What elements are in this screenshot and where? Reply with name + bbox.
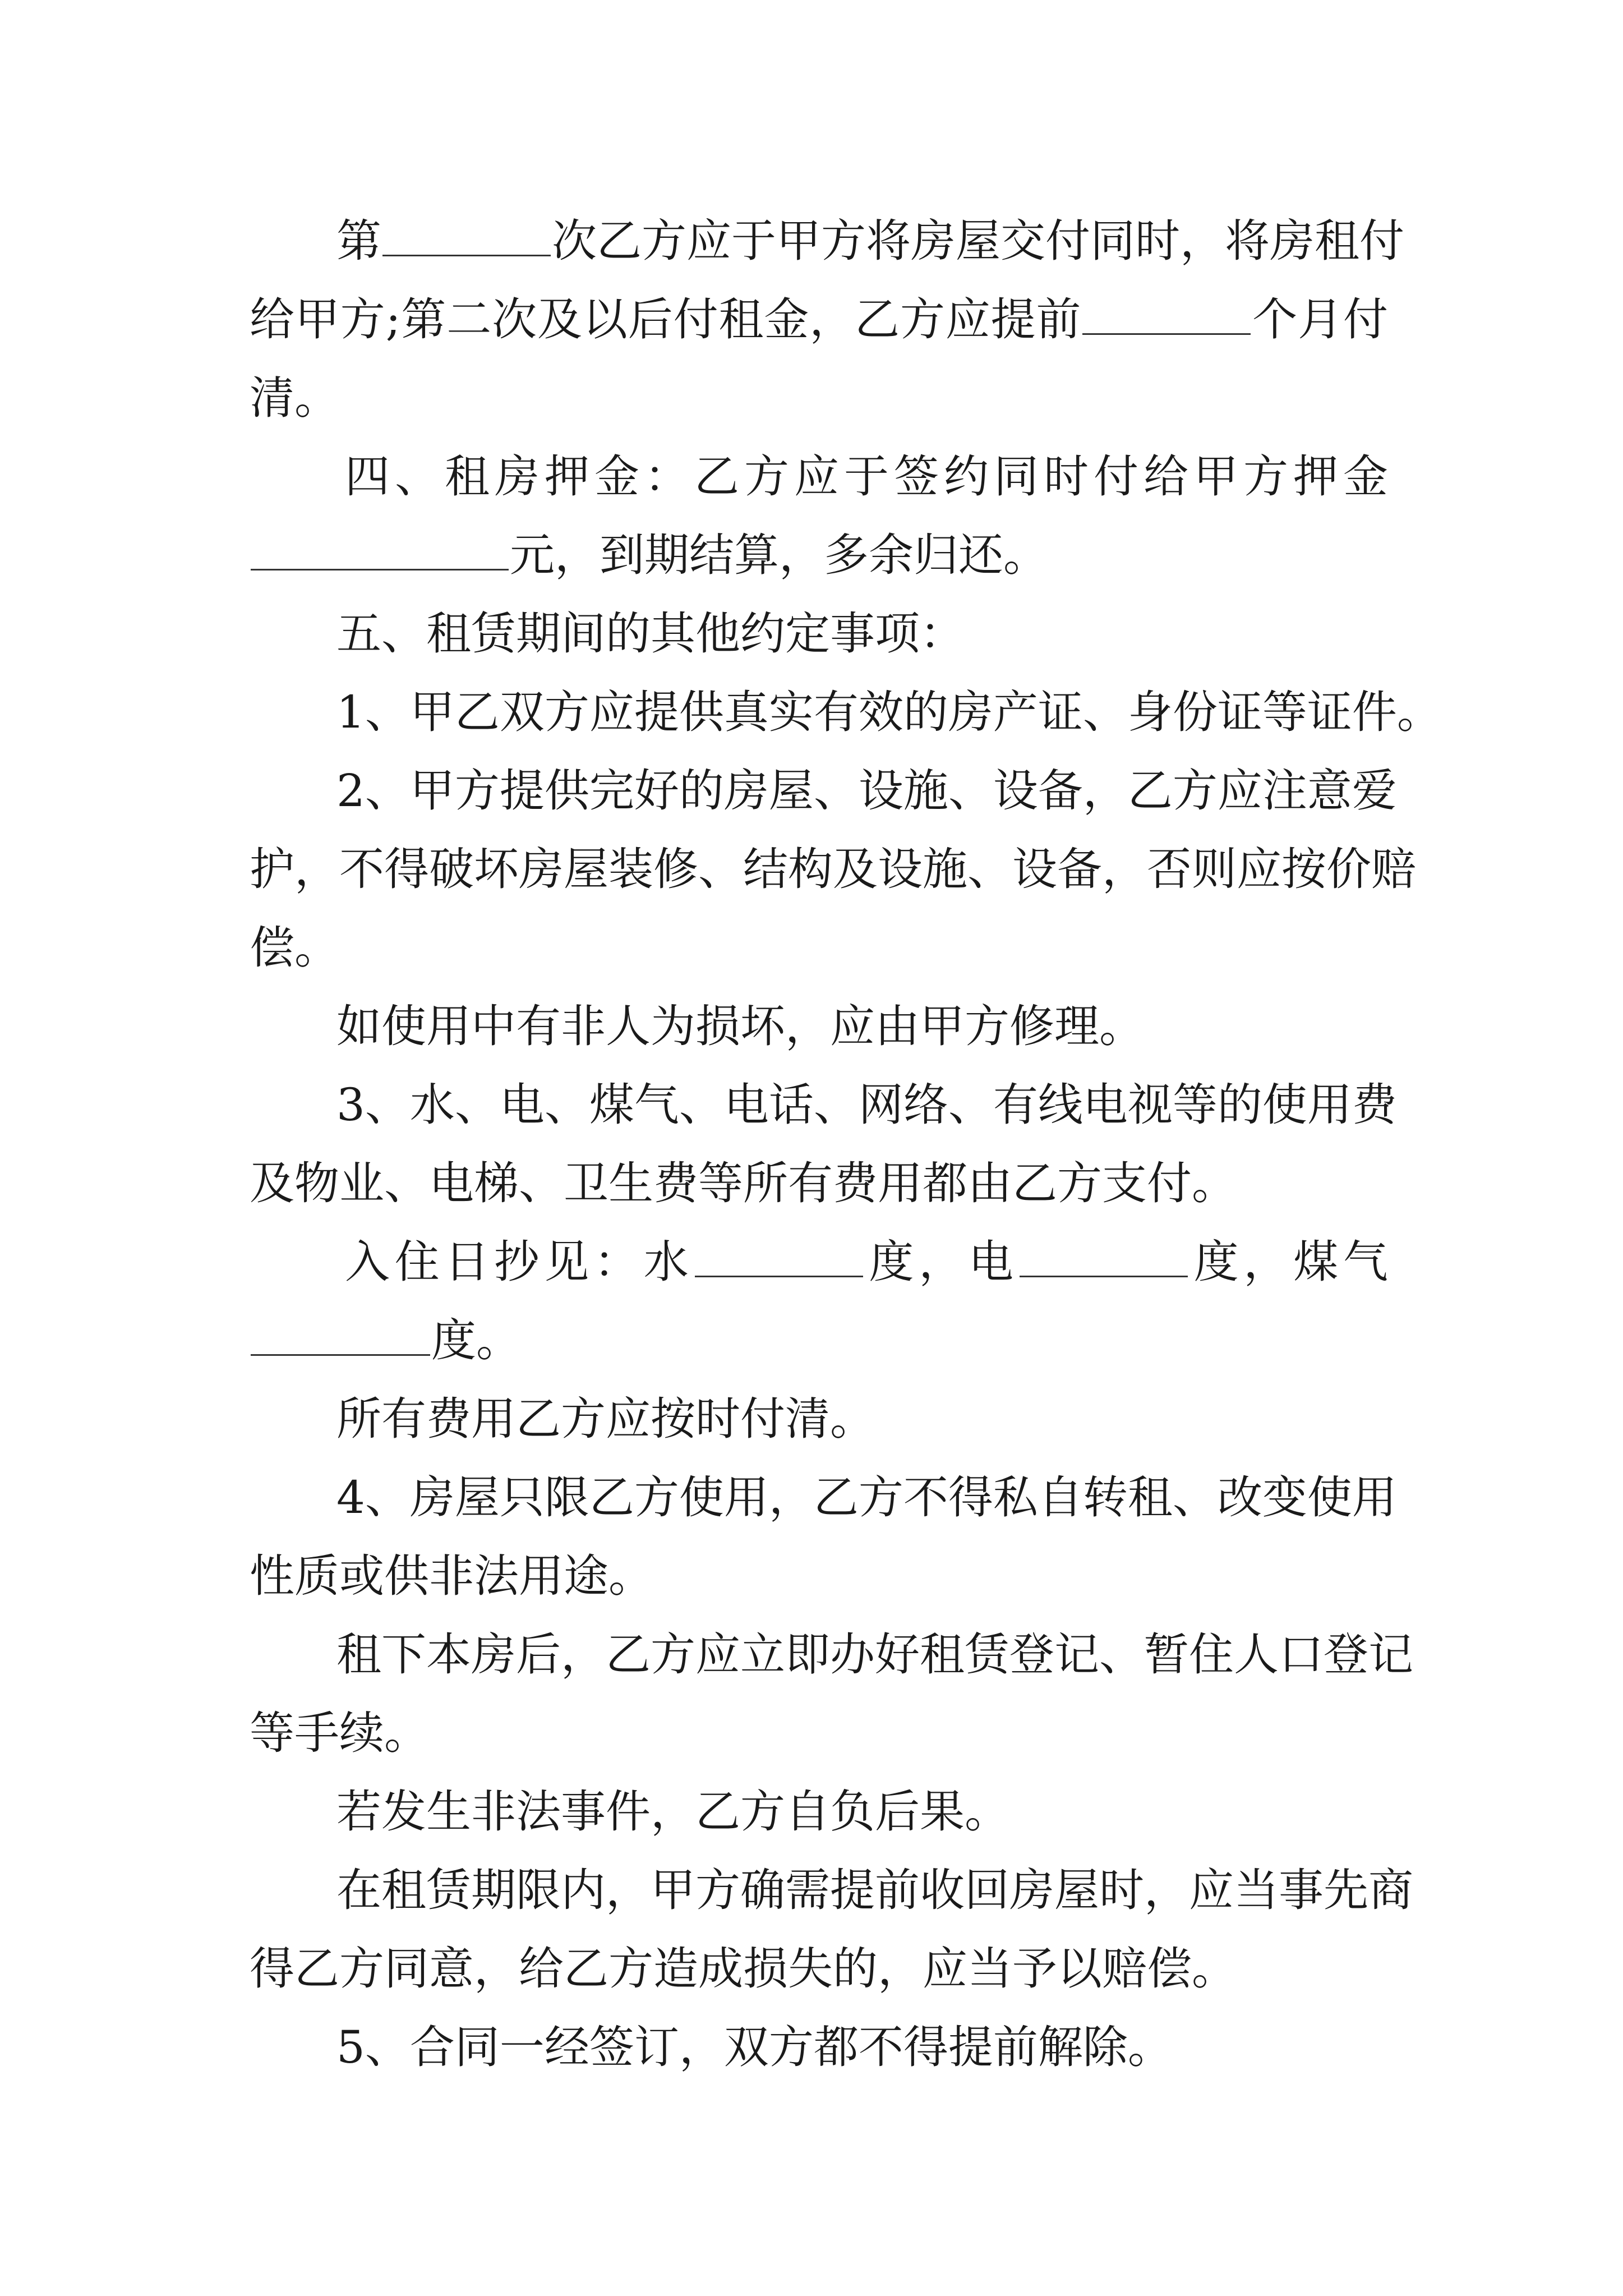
paragraph-line-18: 性质或供非法用途。 [250,1550,653,1602]
line-text: 第 [336,215,381,267]
paragraph-line-6: 五、租赁期间的其他约定事项： [336,608,965,660]
paragraph-line-16: 所有费用乙方应按时付清。 [336,1393,875,1445]
paragraph-line-21: 若发生非法事件，乙方自负后果。 [336,1786,1009,1838]
paragraph-line-8: 2、甲方提供完好的房屋、设施、设备，乙方应注意爱 [336,765,1397,817]
paragraph-line-23: 得乙方同意，给乙方造成损失的，应当予以赔偿。 [250,1943,1237,1995]
line-text: 度。 [431,1314,521,1366]
fill-in-blank[interactable] [1082,291,1251,335]
paragraph-line-10: 偿。 [250,922,339,974]
paragraph-line-11: 如使用中有非人为损坏，应由甲方修理。 [336,1000,1144,1052]
fill-in-blank[interactable] [382,212,551,256]
fill-in-blank[interactable] [251,526,509,570]
paragraph-line-20: 等手续。 [250,1707,429,1759]
paragraph-line-22: 在租赁期限内，甲方确需提前收回房屋时，应当事先商 [336,1864,1413,1916]
line-text: 度，煤气 [1188,1236,1389,1288]
paragraph-line-19: 租下本房后，乙方应立即办好租赁登记、暂住人口登记 [336,1628,1413,1681]
fill-in-blank[interactable] [1020,1233,1188,1277]
paragraph-line-24: 5、合同一经签订，双方都不得提前解除。 [336,2021,1173,2073]
line-text: 入住日抄见：水 [345,1236,694,1288]
paragraph-line-3: 清。 [250,372,339,424]
paragraph-line-7: 1、甲乙双方应提供真实有效的房产证、身份证等证件。 [336,686,1442,738]
paragraph-line-13: 及物业、电梯、卫生费等所有费用都由乙方支付。 [250,1157,1237,1209]
line-text: 度，电 [864,1236,1018,1288]
line-text: 次乙方应于甲方将房屋交付同时，将房租付 [552,215,1404,267]
line-text: 元，到期结算，多余归还。 [510,529,1048,581]
fill-in-blank[interactable] [251,1312,430,1356]
paragraph-line-12: 3、水、电、煤气、电话、网络、有线电视等的使用费 [336,1079,1397,1131]
line-text: 个月付 [1252,293,1389,346]
line-text: 给甲方;第二次及以后付租金，乙方应提前 [250,293,1082,346]
fill-in-blank[interactable] [695,1233,863,1277]
paragraph-line-9: 护，不得破坏房屋装修、结构及设施、设备，否则应按价赔 [250,843,1416,895]
paragraph-line-4: 四、租房押金：乙方应于签约同时付给甲方押金 [345,450,1388,503]
paragraph-line-17: 4、房屋只限乙方使用，乙方不得私自转租、改变使用 [336,1471,1397,1524]
